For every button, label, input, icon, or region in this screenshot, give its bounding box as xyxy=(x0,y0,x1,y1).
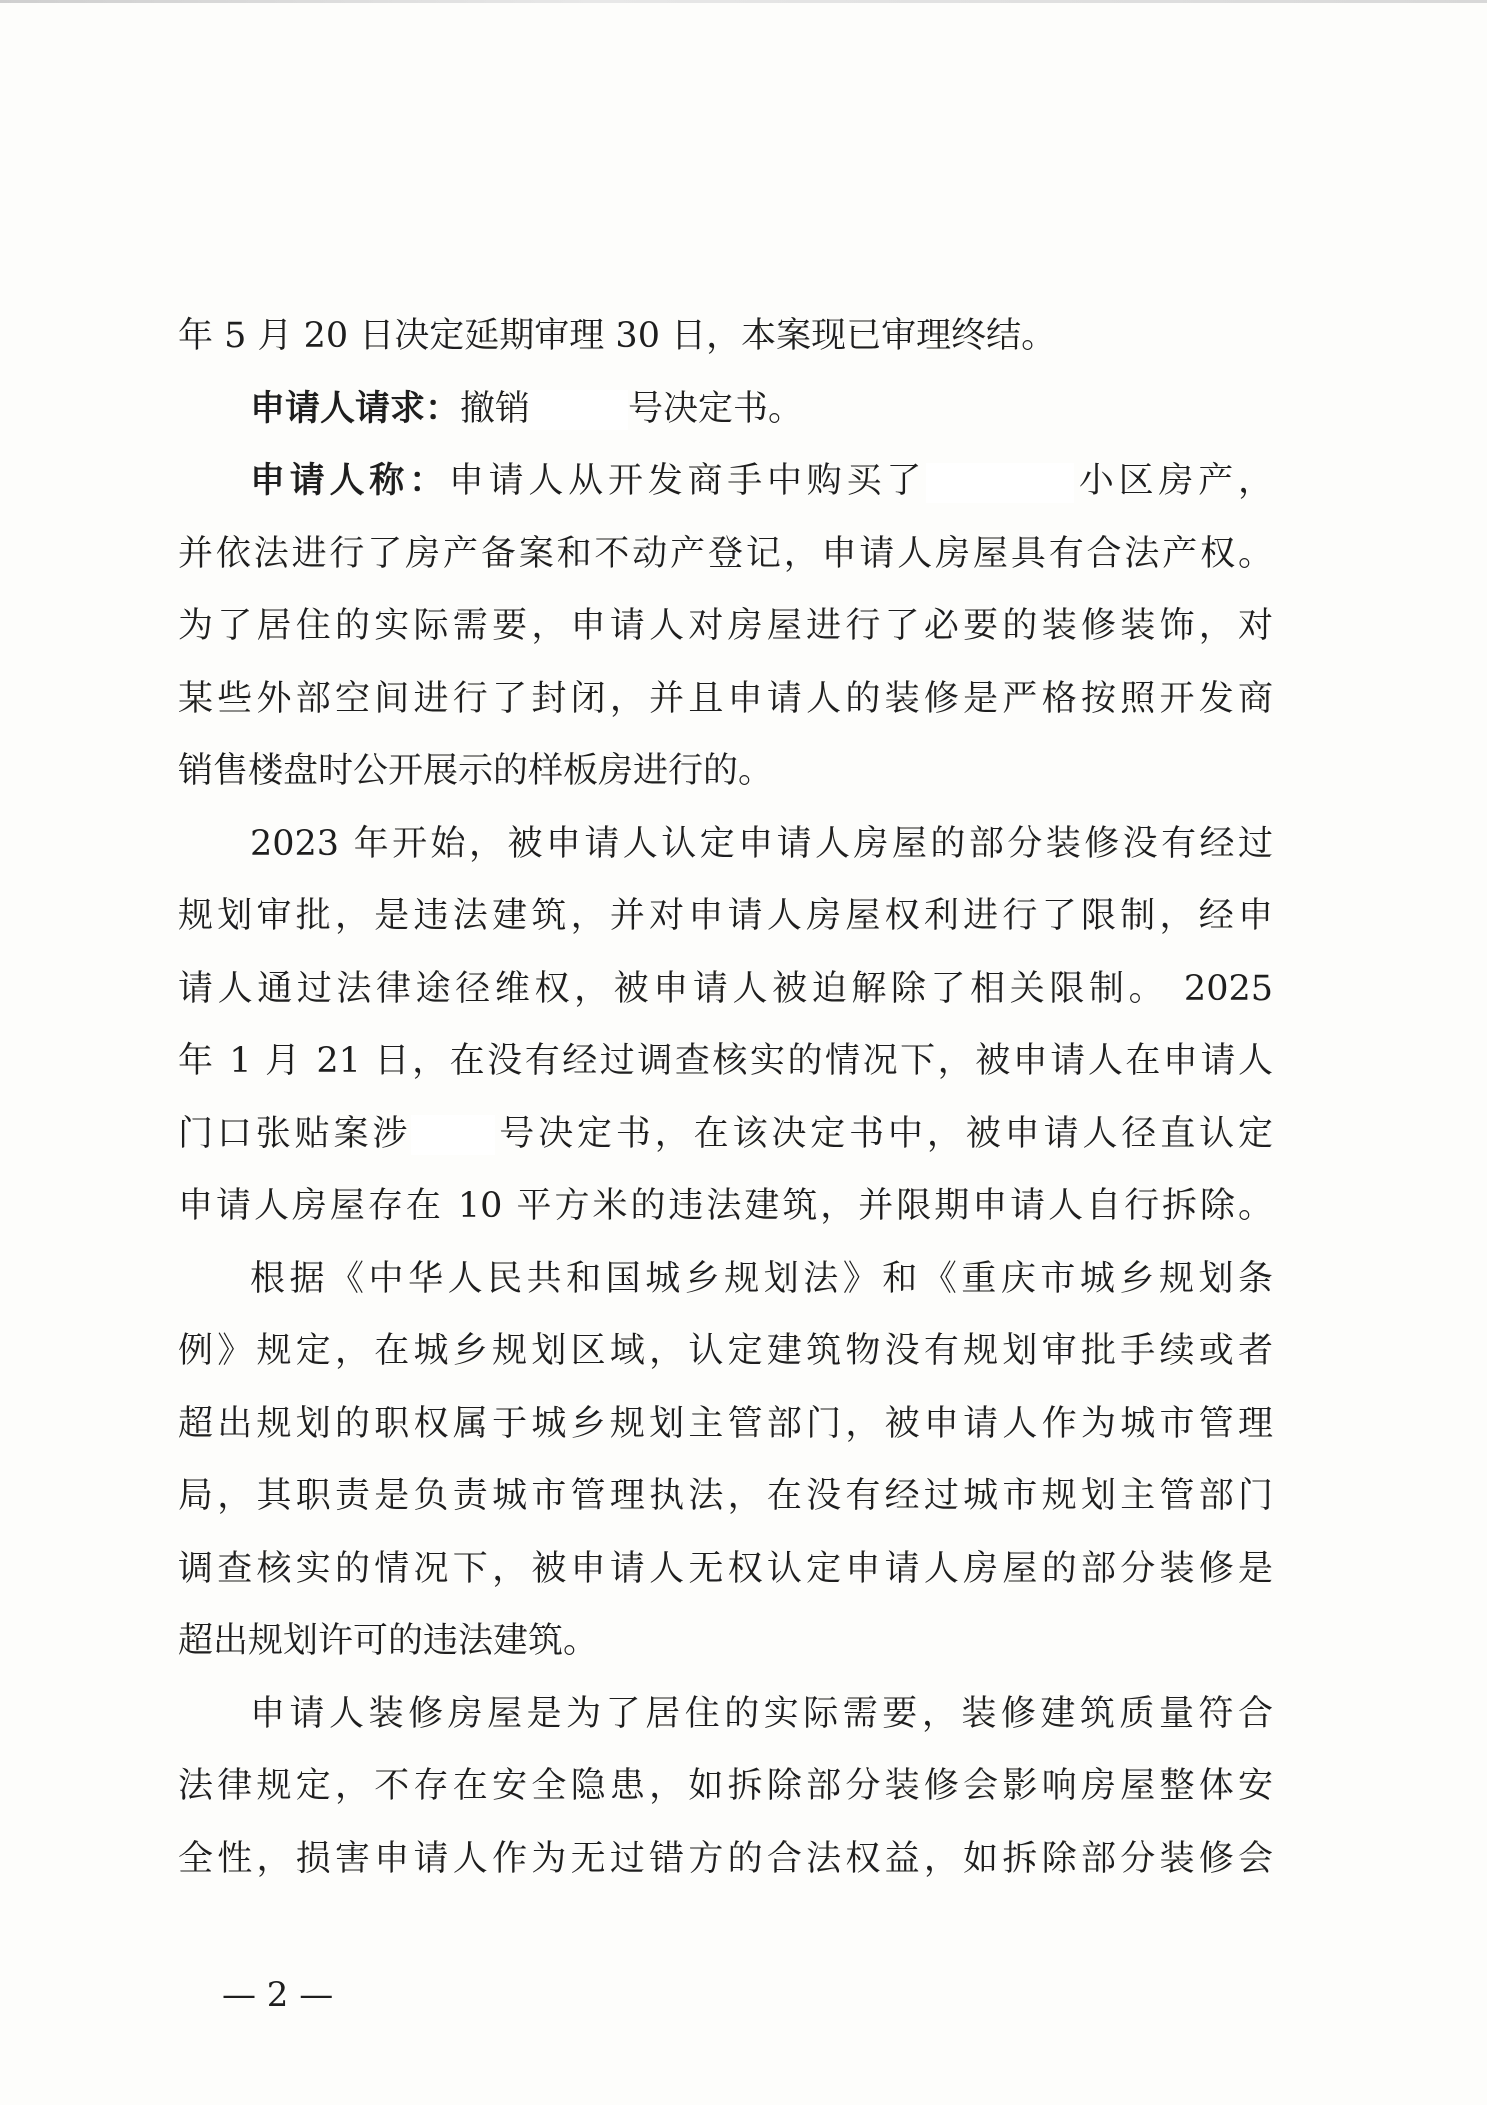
text-line: 2023 年开始，被申请人认定申请人房屋的部分装修没有经过 xyxy=(250,823,1273,864)
text-line: 根据《中华人民共和国城乡规划法》和《重庆市城乡规划条 xyxy=(250,1258,1273,1299)
page-number: — 2 — xyxy=(222,1975,334,2015)
text-line: 全性，损害申请人作为无过错方的合法权益，如拆除部分装修会 xyxy=(178,1838,1273,1879)
text-segment: 小区房产， xyxy=(1074,461,1273,501)
text-line: 局，其职责是负责城市管理执法，在没有经过城市规划主管部门 xyxy=(178,1476,1273,1516)
text-segment: 撤销 xyxy=(460,388,531,429)
claim-label: 申请人称： xyxy=(250,461,449,501)
text-line: 销售楼盘时公开展示的样板房进行的。 xyxy=(178,751,774,791)
text-line: 超出规划许可的违法建筑。 xyxy=(178,1621,599,1661)
text-line: 申请人装修房屋是为了居住的实际需要，装修建筑质量符合 xyxy=(250,1693,1273,1734)
text-line: 调查核实的情况下，被申请人无权认定申请人房屋的部分装修是 xyxy=(178,1548,1273,1589)
text-segment: 门口张贴案涉 xyxy=(178,1113,412,1154)
redaction-box xyxy=(411,1115,495,1155)
text-line: 某些外部空间进行了封闭，并且申请人的装修是严格按照开发商 xyxy=(178,678,1273,719)
body-text xyxy=(178,300,1273,1895)
text-line: 请人通过法律途径维权，被申请人被迫解除了相关限制。 2025 xyxy=(178,968,1273,1009)
text-segment: 号决定书。 xyxy=(628,388,804,429)
text-line: 申请人房屋存在 10 平方米的违法建筑，并限期申请人自行拆除。 xyxy=(178,1186,1273,1226)
text-line: 例》规定，在城乡规划区域，认定建筑物没有规划审批手续或者 xyxy=(178,1331,1273,1371)
top-edge-rule xyxy=(0,0,1487,3)
redaction-box xyxy=(926,463,1074,503)
request-line xyxy=(178,373,1273,446)
text-line: 超出规划的职权属于城乡规划主管部门，被申请人作为城市管理 xyxy=(178,1403,1273,1444)
text-segment: 申请人从开发商手中购买了 xyxy=(448,461,927,501)
claim-line xyxy=(178,445,1273,518)
text-line: 法律规定，不存在安全隐患，如拆除部分装修会影响房屋整体安 xyxy=(178,1766,1273,1806)
text-line: 年 1 月 21 日，在没有经过调查核实的情况下，被申请人在申请人 xyxy=(178,1041,1273,1081)
text-line: 年 5 月 20 日决定延期审理 30 日，本案现已审理终结。 xyxy=(178,316,1057,356)
request-label: 申请人请求： xyxy=(250,388,461,429)
text-segment: 号决定书，在该决定书中，被申请人径直认定 xyxy=(495,1113,1273,1154)
text-line xyxy=(178,1098,1273,1171)
text-line: 并依法进行了房产备案和不动产登记，申请人房屋具有合法产权。 xyxy=(178,533,1273,574)
text-line: 规划审批，是违法建筑，并对申请人房屋权利进行了限制，经申 xyxy=(178,896,1273,936)
redaction-box xyxy=(530,390,628,430)
text-line: 为了居住的实际需要，申请人对房屋进行了必要的装修装饰，对 xyxy=(178,606,1273,646)
